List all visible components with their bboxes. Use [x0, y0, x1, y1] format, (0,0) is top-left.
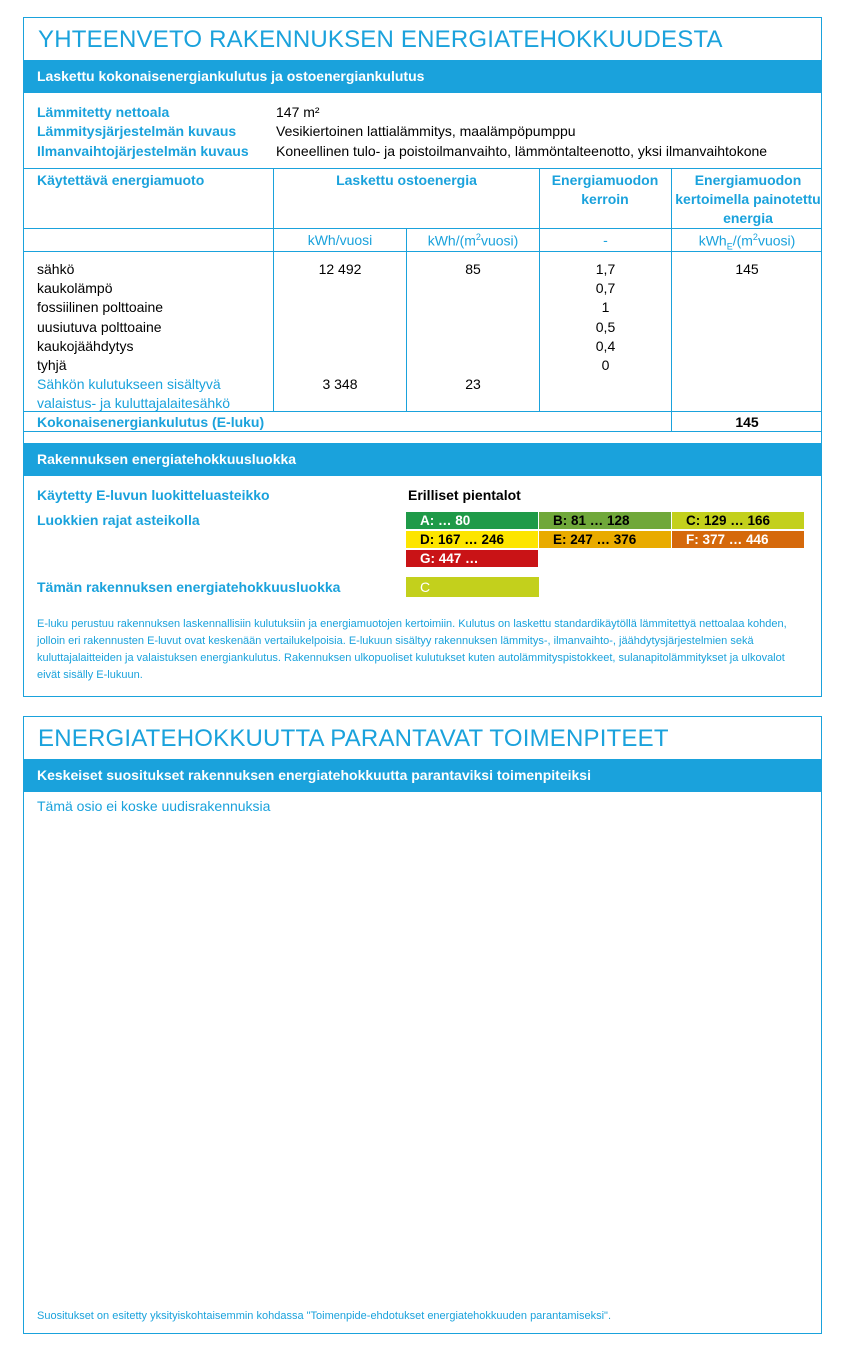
col-header-energy-form: Käytettävä energiamuoto: [37, 172, 205, 188]
row-label-empty: tyhjä: [37, 357, 67, 373]
class-g-box: G: 447 …: [406, 550, 538, 567]
cell-electricity-weighted: 145: [735, 261, 759, 277]
cell-district-heat-factor: 0,7: [595, 280, 616, 296]
total-label: Kokonaisenergiankulutus (E-luku): [37, 414, 265, 430]
limits-label: Luokkien rajat asteikolla: [37, 512, 200, 528]
consumption-section-header: Laskettu kokonaisenergiankulutus ja ostoenergiankulutus: [24, 60, 821, 93]
cell-empty-factor: 0: [601, 357, 610, 373]
class-f-box: F: 377 … 446: [672, 531, 804, 548]
scale-value: Erilliset pientalot: [408, 487, 521, 503]
measures-panel: [23, 716, 822, 1334]
table-top-line: [24, 168, 821, 169]
measures-section-header: Keskeiset suositukset rakennuksen energiatehokkuutta parantaviksi toimenpiteiksi: [24, 759, 821, 792]
ventilation-system-label: Ilmanvaihtojärjestelmän kuvaus: [37, 143, 249, 159]
row-label-electricity: sähkö: [37, 261, 75, 277]
summary-title: YHTEENVETO RAKENNUKSEN ENERGIATEHOKKUUDESTA: [38, 26, 723, 53]
row-label-fossil-fuel: fossiilinen polttoaine: [37, 299, 164, 315]
row-label-renewable-fuel: uusiutuva polttoaine: [37, 319, 162, 335]
table-bottom-line: [24, 431, 821, 432]
table-body-line: [24, 411, 821, 412]
heated-area-label: Lämmitetty nettoala: [37, 104, 170, 120]
col-header-factor: Energiamuodon kerroin: [551, 172, 659, 207]
cell-electricity-factor: 1,7: [595, 261, 616, 277]
col-header-weighted-energy: Energiamuodon kertoimella painotettu energia: [675, 172, 821, 226]
class-section-header: Rakennuksen energiatehokkuusluokka: [24, 443, 821, 476]
cell-district-cooling-factor: 0,4: [595, 338, 616, 354]
unit-kwh-year: kWh/vuosi: [307, 232, 373, 248]
unit-weighted: $kWh_E/(m^2vuosi)$: [698, 232, 796, 252]
table-vline-4: [671, 168, 672, 431]
cell-electricity-kwh: 12 492: [318, 261, 362, 277]
col-header-purchased-energy: Laskettu ostoenergia: [336, 172, 477, 188]
row-label-included-electricity-2: valaistus- ja kuluttajalaitesähkö: [37, 395, 230, 411]
scale-label: Käytetty E-luvun luokitteluasteikko: [37, 487, 270, 503]
cell-included-electricity-kwh: 3 348: [322, 376, 358, 392]
class-d-box: D: 167 … 246: [406, 531, 538, 548]
heating-system-value: Vesikiertoinen lattialämmitys, maalämpöpumppu: [276, 123, 576, 139]
cell-renewable-fuel-factor: 0,5: [595, 319, 616, 335]
cell-fossil-fuel-factor: 1: [601, 299, 610, 315]
heated-area-value: 147 m²: [276, 104, 320, 120]
class-a-box: A: … 80: [406, 512, 538, 529]
e-number-note: E-luku perustuu rakennuksen laskennallisiin kulutuksiin ja energiamuotojen kertoimiin. Kulutus on laskettu standardikäytöllä lämmitettyä nettoalaa kohden, jolloin eri rakennusten E-luvut ovat keskenään vertailukelpoisia. E-lukuun sisältyy rakennuksen lämmitys-, ilmanvaihto-, jäähdytysjärjestelmien sekä kuluttajalaitteiden ja valaistuksen energiankulutus. Rakennuksen ulkopuoliset kulutukset kuten autolämmityspistokkeet, sulanapitolämmitykset ja ulkovalot eivät sisälly E-lukuun.: [37, 618, 787, 681]
table-header-line: [24, 228, 821, 229]
summary-panel: [23, 17, 822, 697]
total-value: 145: [735, 414, 759, 430]
class-b-box: B: 81 … 128: [539, 512, 671, 529]
measures-footer: Suositukset on esitetty yksityiskohtaisemmin kohdassa "Toimenpide-ehdotukset energiatehokkuuden parantamiseksi".: [37, 1310, 612, 1322]
unit-kwh-m2-year: kWh/$(m^2vuosi)$: [427, 232, 519, 249]
class-c-box: C: 129 … 166: [672, 512, 804, 529]
table-vline-1: [273, 168, 274, 411]
row-label-included-electricity-1: Sähkön kulutukseen sisältyvä: [37, 376, 221, 392]
heating-system-label: Lämmitysjärjestelmän kuvaus: [37, 123, 237, 139]
measures-title: ENERGIATEHOKKUUTTA PARANTAVAT TOIMENPITEET: [38, 725, 669, 752]
unit-factor: -: [603, 232, 608, 248]
row-label-district-heat: kaukolämpö: [37, 280, 113, 296]
this-class-label: Tämän rakennuksen energiatehokkuusluokka: [37, 579, 341, 595]
cell-included-electricity-kwh-m2: 23: [465, 376, 481, 392]
class-e-box: E: 247 … 376: [539, 531, 671, 548]
cell-electricity-kwh-m2: 85: [465, 261, 481, 277]
ventilation-system-value: Koneellinen tulo- ja poistoilmanvaihto, lämmöntalteenotto, yksi ilmanvaihtokone: [276, 143, 768, 159]
measures-text: Tämä osio ei koske uudisrakennuksia: [37, 798, 271, 814]
this-class-value: C: [406, 577, 539, 597]
row-label-district-cooling: kaukojäähdytys: [37, 338, 134, 354]
